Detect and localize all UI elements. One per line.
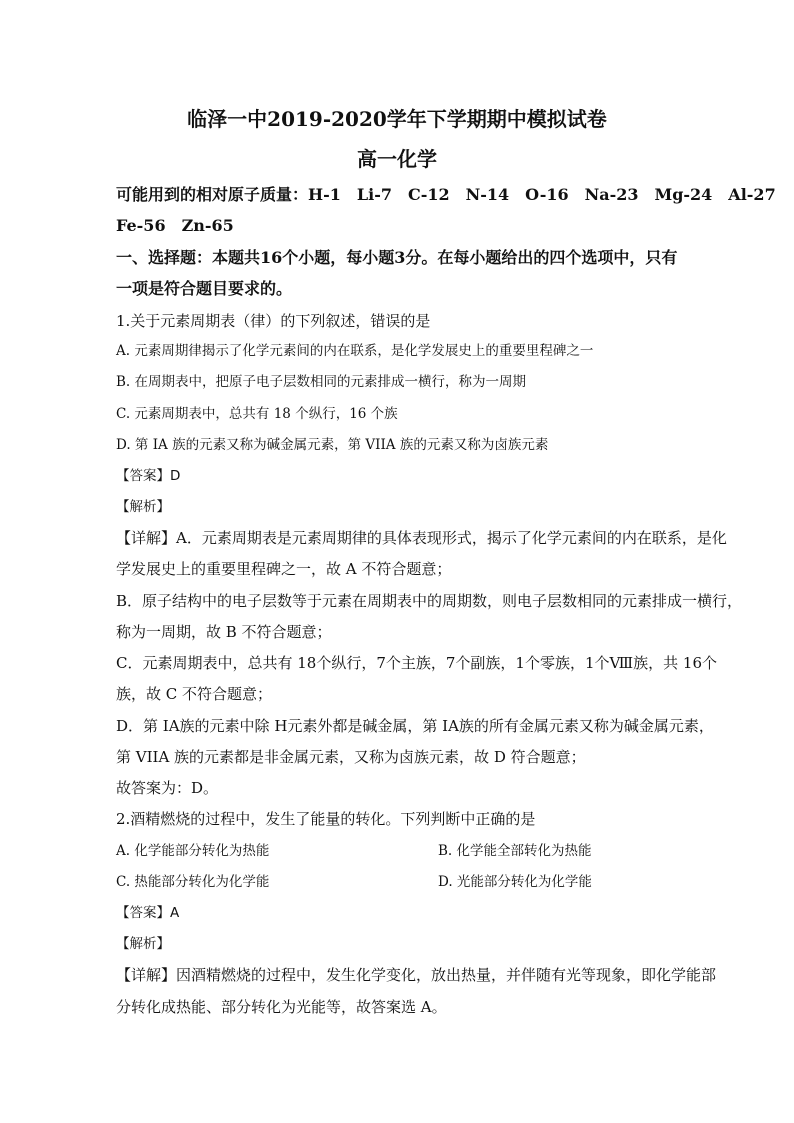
q2-option-c: C. 热能部分转化为化学能: [116, 874, 270, 890]
q1-detail-line-6: 族，故 C 不符合题意；: [116, 685, 273, 703]
q1-detail-line-5: C．元素周期表中，总共有 18个纵行，7个主族，7个副族，1个零族，1个Ⅷ族，共 16个: [116, 654, 717, 672]
q1-option-a: A. 元素周期律揭示了化学元素间的内在联系，是化学发展史上的重要里程碑之一: [116, 343, 594, 359]
q1-detail-line-1: 【详解】A．元素周期表是元素周期律的具体表现形式，揭示了化学元素间的内在联系，是化: [116, 529, 727, 547]
q2-detail-line-1: 【详解】因酒精燃烧的过程中，发生化学变化，放出热量，并伴随有光等现象，即化学能部: [116, 966, 717, 984]
exam-subject: 高一化学: [357, 147, 437, 171]
q1-option-c: C. 元素周期表中，总共有 18 个纵行，16 个族: [116, 406, 398, 422]
q1-detail-line-3: B．原子结构中的电子层数等于元素在周期表中的周期数，则电子层数相同的元素排成一横行，: [116, 592, 743, 610]
exam-title: 临泽一中2019-2020学年下学期期中模拟试卷: [187, 107, 607, 131]
q2-answer: 【答案】A: [116, 905, 180, 921]
section-heading-line-1: 一、选择题：本题共16个小题，每小题3分。在每小题给出的四个选项中，只有: [116, 248, 678, 267]
q1-analysis-label: 【解析】: [116, 499, 170, 515]
atomic-masses-line-1: 可能用到的相对原子质量：H-1 Li-7 C-12 N-14 O-16 Na-23 Mg-24 Al-27: [116, 185, 776, 204]
q2-analysis-label: 【解析】: [116, 936, 170, 952]
q1-detail-line-9: 故答案为：D。: [116, 779, 219, 797]
q1-detail-line-4: 称为一周期，故 B 不符合题意；: [116, 623, 332, 641]
atomic-masses-line-2: Fe-56 Zn-65: [116, 216, 234, 235]
q1-detail-line-2: 学发展史上的重要里程碑之一，故 A 不符合题意；: [116, 560, 452, 578]
q1-detail-line-7: D．第 IA族的元素中除 H元素外都是碱金属，第 IA族的所有金属元素又称为碱金属元素，: [116, 717, 714, 735]
q1-answer: 【答案】D: [116, 468, 181, 484]
q2-stem: 2.酒精燃烧的过程中，发生了能量的转化。下列判断中正确的是: [116, 810, 536, 828]
q2-option-b: B. 化学能全部转化为热能: [438, 843, 592, 859]
q1-detail-line-8: 第 VIIA 族的元素都是非金属元素，又称为卤族元素，故 D 符合题意；: [116, 748, 586, 766]
q2-detail-line-2: 分转化成热能、部分转化为光能等，故答案选 A。: [116, 998, 447, 1016]
section-heading-line-2: 一项是符合题目要求的。: [116, 279, 293, 298]
q1-stem: 1.关于元素周期表（律）的下列叙述，错误的是: [116, 312, 431, 330]
q2-option-a: A. 化学能部分转化为热能: [116, 843, 270, 859]
q2-option-d: D. 光能部分转化为化学能: [438, 874, 592, 890]
q1-option-b: B. 在周期表中，把原子电子层数相同的元素排成一横行，称为一周期: [116, 374, 527, 390]
q1-option-d: D. 第 IA 族的元素又称为碱金属元素，第 VIIA 族的元素又称为卤族元素: [116, 437, 549, 453]
